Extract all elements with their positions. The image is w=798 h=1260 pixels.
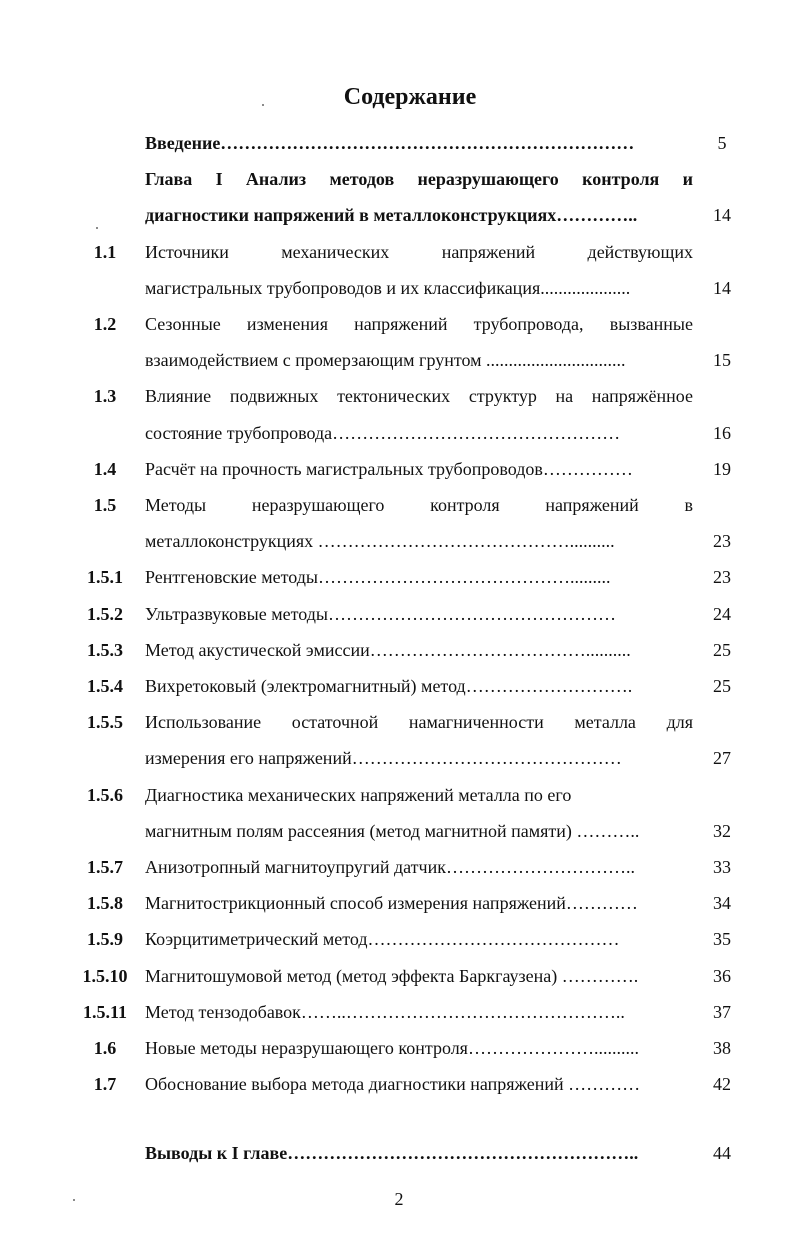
toc-page-number: 38 [713, 1038, 731, 1058]
toc-entry-text: Использование остаточной намагниченности металла для [145, 712, 693, 733]
toc-section-number: 1.5.5 [87, 712, 123, 733]
toc-line [0, 887, 798, 923]
toc-section-number: 1.5.1 [87, 567, 123, 588]
toc-page-number: 34 [713, 893, 731, 914]
toc-section-number: 1.5.7 [87, 857, 123, 877]
toc-entry-text: Коэрцитиметрический метод…………………………………… [145, 929, 620, 950]
toc-entry-text: Вихретоковый (электромагнитный) метод………………………. [145, 676, 633, 696]
toc-entry-text: измерения его напряжений……………………………………… [145, 748, 622, 769]
toc-entry-text: магнитным полям рассеяния (метод магнитной памяти) ……….. [145, 820, 640, 841]
toc-line [0, 308, 798, 344]
toc-page-number: 36 [713, 965, 731, 986]
toc-entry-text: Метод акустической эмиссии……………………………….......... [145, 639, 631, 660]
toc-page-number: 44 [713, 1142, 731, 1163]
toc-section-number: 1.5.6 [87, 784, 123, 805]
toc-page-number: 42 [713, 1074, 731, 1095]
toc-line [0, 779, 798, 815]
toc-entry-text: Магнитострикционный способ измерения напряжений………… [145, 893, 638, 914]
toc-entry-text: диагностики напряжений в металлоконструкциях………….. [145, 205, 638, 226]
toc-entry-text: Расчёт на прочность магистральных трубопроводов…………… [145, 458, 633, 479]
toc-line [0, 634, 798, 670]
scan-speck [262, 104, 264, 106]
toc-entry-text: Метод тензодобавок……..……………………………………….. [145, 1001, 625, 1022]
toc-page-number: 5 [717, 133, 727, 153]
toc-entry-text: Диагностика механических напряжений металла по его [145, 784, 572, 805]
toc-line [0, 923, 798, 959]
toc-line [0, 525, 798, 561]
toc-line [0, 561, 798, 597]
toc-line [0, 670, 798, 706]
toc-section-number: 1.7 [93, 1074, 117, 1095]
toc-section-number: 1.5.3 [87, 639, 123, 660]
toc-entry-text: Анизотропный магнитоупругий датчик………………………….. [145, 857, 635, 877]
toc-line [0, 742, 798, 778]
toc-entry-text: Ультразвуковые методы………………………………………… [145, 603, 616, 624]
toc-page-number: 23 [713, 531, 731, 552]
toc-line [0, 453, 798, 489]
toc-entry-text: Влияние подвижных тектонических структур на напряжённое [145, 386, 693, 407]
toc-line [0, 380, 798, 416]
toc-entry-text: Сезонные изменения напряжений трубопровода, вызванные [145, 314, 693, 334]
toc-page-number: 37 [713, 1001, 731, 1022]
toc-section-number: 1.3 [93, 386, 117, 407]
toc-section-number: 1.5.9 [87, 929, 123, 950]
page-number: 2 [394, 1189, 404, 1209]
toc-page-number: 23 [713, 567, 731, 588]
toc-entry-text: Источники механических напряжений действующих [145, 241, 693, 262]
toc-line [0, 199, 798, 235]
toc-section-number: 1.5.11 [82, 1001, 127, 1022]
toc-page-number: 33 [713, 857, 731, 877]
toc-section-number: 1.5.4 [87, 676, 123, 696]
toc-section-number: 1.5 [93, 495, 117, 515]
toc-page-number: 25 [713, 676, 731, 696]
toc-section-number: 1.6 [93, 1038, 117, 1058]
scan-speck [96, 227, 98, 229]
toc-page-number: 15 [713, 350, 731, 371]
toc-line [0, 598, 798, 634]
toc-page-number: 27 [713, 748, 731, 769]
toc-line [0, 706, 798, 742]
toc-entry-text: Введение…………………………………………………………… [145, 133, 635, 153]
toc-section-number: 1.5.10 [82, 965, 128, 986]
toc-page-number: 35 [713, 929, 731, 950]
toc-page-number: 16 [713, 422, 731, 443]
toc-line [0, 1032, 798, 1068]
toc-line [0, 1137, 798, 1173]
toc-page-number: 24 [713, 603, 731, 624]
toc-page-number: 32 [713, 820, 731, 841]
toc-section-number: 1.5.8 [87, 893, 123, 914]
page-title: Содержание [343, 84, 477, 110]
toc-line [0, 851, 798, 887]
toc-line [0, 960, 798, 996]
toc-line [0, 417, 798, 453]
toc-line [0, 344, 798, 380]
toc-page-number: 25 [713, 639, 731, 660]
toc-entry-text: магистральных трубопроводов и их классификация.................... [145, 277, 631, 298]
toc-line [0, 272, 798, 308]
toc-line [0, 815, 798, 851]
toc-section-number: 1.1 [93, 241, 117, 262]
toc-line [0, 163, 798, 199]
toc-line [0, 127, 798, 163]
toc-entry-text: Рентгеновские методы……………………………………......... [145, 567, 611, 588]
toc-entry-text: Магнитошумовой метод (метод эффекта Баркгаузена) …………. [145, 965, 639, 986]
toc-line [0, 489, 798, 525]
toc-page-number: 14 [713, 277, 731, 298]
toc-entry-text: Методы неразрушающего контроля напряжений в [145, 495, 693, 515]
toc-line [0, 1068, 798, 1104]
toc-page-number: 19 [713, 458, 731, 479]
toc-line [0, 236, 798, 272]
toc-entry-text: Новые методы неразрушающего контроля………………….......... [145, 1038, 639, 1058]
toc-line [0, 996, 798, 1032]
toc-section-number: 1.2 [93, 314, 117, 334]
toc-page-number: 14 [713, 205, 731, 226]
toc-entry-text: металлоконструкциях …………………………………….......... [145, 531, 615, 552]
toc-entry-text: Глава I Анализ методов неразрушающего контроля и [145, 169, 693, 190]
toc-entry-text: состояние трубопровода………………………………………… [145, 422, 621, 443]
toc-entry-text: Выводы к I главе………………………………………………….. [145, 1142, 639, 1163]
toc-entry-text: Обоснование выбора метода диагностики напряжений ………… [145, 1074, 641, 1095]
toc-section-number: 1.4 [93, 458, 117, 479]
toc-section-number: 1.5.2 [87, 603, 123, 624]
toc-entry-text: взаимодействием с промерзающим грунтом ............................... [145, 350, 626, 371]
